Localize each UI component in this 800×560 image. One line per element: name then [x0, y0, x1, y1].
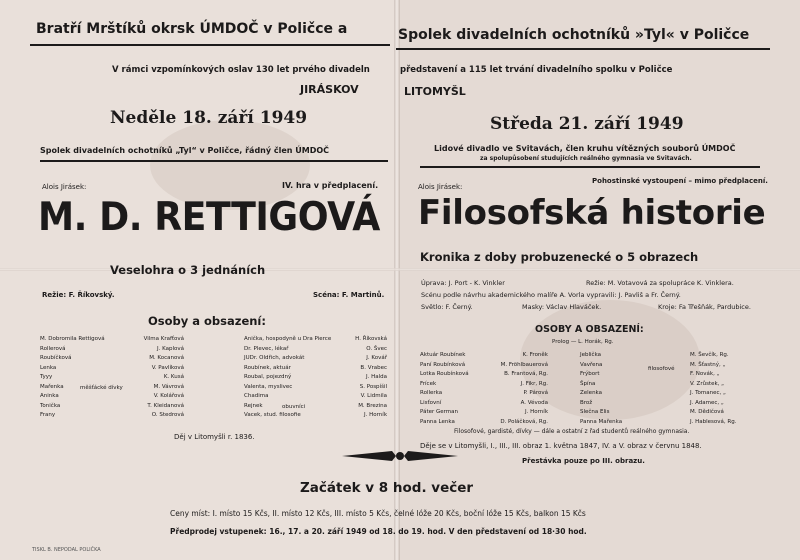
cast-entry: Vavřena [580, 361, 603, 368]
cast-entry: J. Kaplová [156, 345, 184, 352]
cast-entry: Rejnek [244, 402, 263, 409]
right-org2: za spolupůsobení studujících reálného gymnasia ve Svitavách. [480, 155, 692, 162]
cast-entry: J. Tomanec, „ [690, 390, 726, 396]
left-author: Alois Jirásek: [42, 183, 87, 191]
cast-entry: Lenka [40, 364, 57, 371]
cast-entry: Panna Mařenka [580, 418, 623, 425]
cast-entry: V. Zrůstek, „ [690, 380, 725, 387]
cast-entry: JUDr. Oldřich, advokát [244, 355, 305, 361]
right-setting: Děje se v Litomyšli, I., III., III. obraz 1. května 1847, IV. a V. obraz v červnu 1848. [420, 442, 702, 450]
cast-entry: Páter German [420, 409, 459, 415]
right-prolog: Prolog — L. Horák, Rg. [552, 339, 614, 345]
right-title: Filosofská historie [418, 193, 766, 233]
cast-entry: J. Hablesová, Rg. [690, 418, 737, 425]
cast-entry: K. Froněk [522, 352, 548, 358]
left-org: Spolek divadelních ochotníků „Tyl“ v Poličce, řádný člen ÚMDOČ [40, 146, 330, 155]
cast-entry: T. Kleidanová [147, 402, 184, 409]
cast-entry: Valenta, myslivec [244, 383, 293, 390]
cast-entry: Dr. Plevec, lékař [244, 345, 289, 352]
cast-entry: Zelenka [580, 390, 603, 396]
cast-entry: M. Vávrová [153, 383, 184, 390]
header-rule [30, 44, 390, 46]
cast-entry: J. Horník [525, 409, 548, 415]
cast-entry: Roubínek, aktuár [244, 364, 291, 371]
cast-entry: Panna Lenka [420, 418, 455, 425]
cast-entry: Aninka [40, 393, 59, 399]
cast-entry: Chadima [244, 393, 269, 399]
cast-entry: M. Dědičová [690, 409, 724, 415]
cast-entry: Jeblička [580, 352, 602, 358]
cast-entry: H. Říkovská [355, 336, 387, 342]
cast-entry: Aktuár Roubínek [420, 352, 466, 358]
cast-entry: Vacek, stud. filosofie [244, 412, 301, 418]
cast-entry: V. Kolářová [153, 393, 184, 399]
left-subtitle: Veselohra o 3 jednáních [110, 263, 266, 277]
right-credits-adaptation: Úprava: J. Port - K. Vinkler [421, 279, 505, 287]
cast-entry: O. Stedrová [151, 412, 184, 418]
right-header: Spolek divadelních ochotníků »Tyl« v Poličce [398, 27, 750, 43]
ticket-prices: Ceny míst: I. místo 15 Kčs, II. místo 12 Kčs, III. místo 5 Kčs, čelné lóže 20 Kčs, boční lóže 15 Kčs, balkon 15 Kčs [170, 509, 586, 518]
cast-entry: B. Frantová, Rg. [504, 371, 548, 377]
cast-entry: B. Vrabec [360, 364, 387, 371]
left-cast-note-2: obuvníci [282, 404, 306, 410]
cast-entry: Rollerová [40, 345, 66, 352]
cast-entry: Špína [580, 380, 596, 387]
cast-entry: Tyyy [40, 374, 53, 380]
cast-entry: J. Kovář [366, 355, 387, 361]
right-author: Alois Jirásek: [418, 183, 463, 191]
left-setting: Děj v Litomyšli r. 1836. [174, 433, 255, 441]
cast-entry: M. Brezina [358, 402, 387, 409]
cast-entry: Roubal, pojezdný [244, 374, 292, 380]
cast-entry: A. Vévoda [520, 399, 548, 406]
left-cast-actors-2 [335, 335, 387, 421]
right-cast-roles-2 [580, 351, 622, 427]
right-extras: Filosofové, gardisté, dívky — dále a ostatní z řad studentů reálného gymnasia. [454, 428, 690, 435]
left-cast-actors [130, 335, 184, 421]
cast-entry: V. Lidmila [360, 393, 387, 399]
cast-entry: Brož [580, 399, 593, 406]
cast-entry: Lisťovní [420, 399, 442, 406]
left-cast-roles [40, 335, 105, 421]
cast-entry: Lotka Roubínková [420, 371, 469, 377]
left-intro: V rámci vzpomínkových oslav 130 let prvého divadeln [112, 65, 370, 75]
right-cast-actors [478, 351, 548, 427]
cast-entry: S. Pospíšil [359, 383, 387, 390]
cast-entry: F. Novák, „ [690, 371, 720, 377]
right-intro: představení a 115 let trvání divadelního spolku v Poličce [400, 65, 673, 75]
cast-entry: Roubíčková [40, 355, 72, 361]
right-cast-actors-2 [690, 351, 736, 427]
org-rule [40, 160, 388, 162]
cast-entry: Slečna Elis [580, 409, 610, 415]
vertical-fold [394, 0, 400, 560]
left-title: M. D. RETTIGOVÁ [38, 195, 380, 240]
right-credits-director: Režie: M. Votavová za spolupráce K. Vinklera. [586, 279, 734, 287]
cast-entry: M. Šťastný, „ [690, 361, 726, 368]
right-intermission: Přestávka pouze po III. obrazu. [522, 457, 645, 465]
right-credits-costumes: Kroje: Fa Třešňák, Pardubice. [658, 303, 751, 311]
left-director: Režie: F. Říkovský. [42, 291, 115, 299]
cast-entry: J. Halda [365, 374, 387, 380]
printer-credit: TISKL B. NEPODAL POLIČKA [32, 547, 101, 553]
cast-entry: M. Dobromila Rettigová [40, 336, 105, 342]
cast-entry: M. Ševčík, Rg. [690, 352, 729, 358]
left-header: Bratří Mrštíků okrsk ÚMDOČ v Poličce a [36, 21, 348, 37]
cast-entry: O. Švec [366, 345, 387, 352]
cast-entry: Tonička [40, 402, 61, 409]
cast-entry: J. Adamec, „ [690, 399, 724, 406]
left-cast-heading: Osoby a obsazení: [148, 314, 266, 328]
cast-entry: M. Fröhlbauerová [500, 361, 548, 368]
cast-entry: K. Kusá [163, 374, 184, 380]
cast-entry: Rollerka [420, 390, 443, 396]
right-org-rule [420, 166, 760, 168]
cast-entry: M. Kocanová [149, 355, 184, 361]
cast-entry: Frany [40, 412, 56, 418]
right-header-rule [396, 48, 770, 50]
right-cast-roles [420, 351, 469, 427]
cast-entry: J. Fikr, Rg. [520, 380, 548, 387]
left-scene: Scéna: F. Martinů. [313, 291, 385, 299]
left-play-no: IV. hra v předplacení. [282, 181, 379, 190]
right-credits-scene: Scénu podle návrhu akademického malíře A. Vorla vypravili: J. Pavliš a Fr. Černý. [421, 291, 681, 299]
cast-entry: D. Poláčková, Rg. [500, 418, 548, 425]
right-credits-light: Světlo: F. Černý. [421, 303, 473, 311]
right-subtitle: Kronika z doby probuzenecké o 5 obrazech [420, 250, 699, 264]
start-time: Začátek v 8 hod. večer [300, 480, 474, 496]
right-date: Středa 21. září 1949 [490, 114, 684, 134]
cast-entry: Frícek [420, 380, 437, 387]
cast-entry: Mařenka [40, 383, 64, 390]
left-jiraskov: JIRÁSKOV [300, 83, 359, 96]
left-date: Neděle 18. září 1949 [110, 108, 308, 128]
cast-entry: P. Párová [523, 390, 548, 396]
cast-entry: V. Pavlíková [151, 364, 184, 371]
cast-entry: Paní Roubínková [420, 361, 466, 368]
cast-entry: Frýbort [580, 371, 600, 377]
cast-entry: J. Horník [364, 412, 387, 418]
right-cast-group: filosofové [648, 366, 675, 372]
right-credits-masks: Masky: Václav Hlaváček. [522, 303, 602, 311]
cast-entry: Vilma Krafťová [143, 336, 184, 342]
right-note: Pohostinské vystoupení – mimo předplacení. [592, 177, 768, 185]
right-org: Lidové divadlo ve Svitavách, člen kruhu vítězných souborů ÚMDOČ [434, 144, 736, 153]
right-cast-heading: OSOBY A OBSAZENÍ: [535, 324, 644, 335]
ornament-divider [340, 448, 460, 464]
left-cast-note: měšťácké dívky [80, 385, 123, 391]
right-town: LITOMYŠL [404, 85, 466, 98]
cast-entry: Anička, hospodyně u Dra Pierce [244, 336, 332, 342]
presale-info: Předprodej vstupenek: 16., 17. a 20. září 1949 od 18. do 19. hod. V den představení od 18·30 hod. [170, 527, 587, 536]
